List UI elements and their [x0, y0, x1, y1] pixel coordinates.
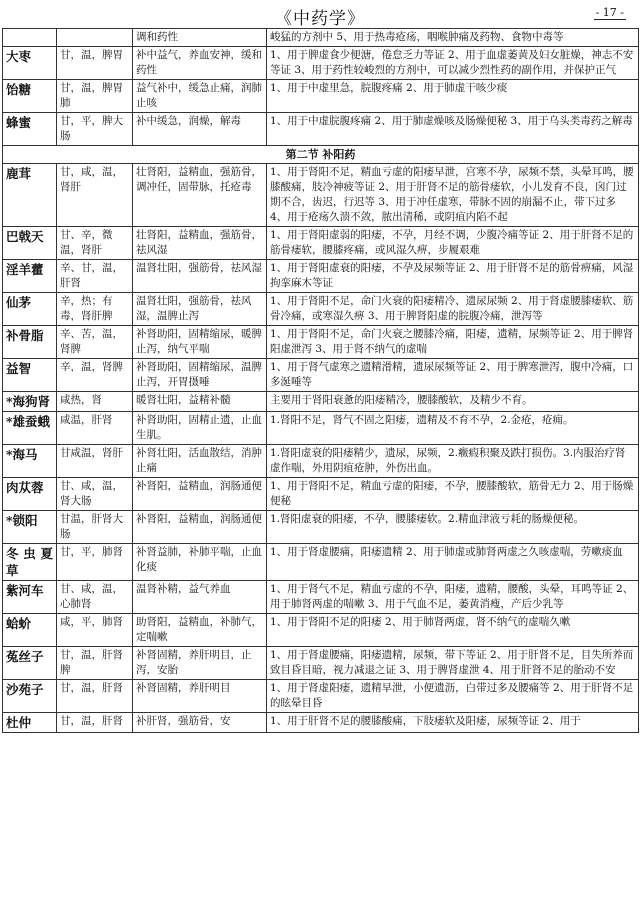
herb-use: 主要用于肾阳衰惫的阳痿精冷，腰膝酸软，及精少不育。 [267, 392, 639, 412]
document-title: 《中药学》 [275, 9, 365, 29]
herb-nature: 甘，温，脾胃肺 [57, 80, 133, 113]
herb-effect: 益气补中，缓急止痛，润肺止咳 [133, 80, 267, 113]
herb-name: 仙茅 [3, 293, 57, 326]
herb-nature: 甘、咸，温，肾大肠 [57, 478, 133, 511]
herb-use: 1、用于中虚脘腹疼痛 2、用于肺虚燥咳及肠燥便秘 3、用于乌头类毒药之解毒 [267, 113, 639, 146]
herb-name: 冬虫夏草 [3, 544, 57, 581]
herb-use: 1、用于肾虚腰痛，阳痿遗精，尿频，带下等证 2、用于肝肾不足，目失所养而致目昏目暗，视力减退之证 3、用于脾肾虚泄 4、用于肝肾不足的胎动不安 [267, 647, 639, 680]
herb-nature: 甘，温，肝肾 [57, 713, 133, 733]
herb-name: 肉苁蓉 [3, 478, 57, 511]
herb-table [2, 28, 639, 733]
herb-name: *雄蚕蛾 [3, 412, 57, 445]
herb-nature [57, 29, 133, 47]
herb-name: 补骨脂 [3, 326, 57, 359]
herb-nature: 甘，平，肺肾 [57, 544, 133, 581]
herb-nature: 甘，平，脾大肠 [57, 113, 133, 146]
herb-name: 紫河车 [3, 581, 57, 614]
herb-name [3, 29, 57, 47]
herb-use: 1.肾阳虚衰的阳痿精少，遗尿，尿频，2.癥瘕积聚及跌打损伤。3.内服治疗肾虚作喘，外用阴疽疮肿，外伤出血。 [267, 445, 639, 478]
table-row [3, 544, 639, 581]
section-title: 第二节 补阳药 [3, 146, 639, 164]
herb-use: 1、用于脾虚食少便溏，倦怠乏力等证 2、用于血虚萎黄及妇女脏燥，神志不安等证 3、用于药性较峻烈的方剂中，可以减少烈性药的副作用，并保护正气 [267, 47, 639, 80]
table-row [3, 47, 639, 80]
herb-name: *海狗肾 [3, 392, 57, 412]
herb-effect: 温肾壮阳，强筋骨，祛风湿 [133, 260, 267, 293]
herb-effect: 补肾固精，养肝明目，止泻，安胎 [133, 647, 267, 680]
herb-nature: 辛、甘，温，肝肾 [57, 260, 133, 293]
page-header [0, 0, 640, 30]
herb-nature: 咸热，肾 [57, 392, 133, 412]
herb-nature: 甘，温，肝肾 [57, 680, 133, 713]
herb-name: 菟丝子 [3, 647, 57, 680]
table-row [3, 412, 639, 445]
herb-use: 1、用于肾阳不足，命门火衰的阳痿精冷、遗尿尿频 2、用于肾虚腰膝痿软、筋骨冷痛，或寒湿久痹 3、用于脾肾阳虚的脘腹冷痛，泄泻等 [267, 293, 639, 326]
herb-name: 杜仲 [3, 713, 57, 733]
herb-nature: 甘、辛，微温，肾肝 [57, 227, 133, 260]
table-row [3, 445, 639, 478]
herb-nature: 甘温，肝肾大肠 [57, 511, 133, 544]
herb-name: 大枣 [3, 47, 57, 80]
herb-name: 益智 [3, 359, 57, 392]
table-row [3, 260, 639, 293]
herb-effect: 调和药性 [133, 29, 267, 47]
herb-name: *锁阳 [3, 511, 57, 544]
herb-nature: 甘、咸，温，心肺肾 [57, 581, 133, 614]
herb-use: 1、用于肾虚阳痿，遗精早泄，小便遗沥，白带过多及腰痛等 2、用于肝肾不足的眩晕目昏 [267, 680, 639, 713]
herb-effect: 补肾助阳，固精止遗，止血生肌。 [133, 412, 267, 445]
herb-name: 鹿茸 [3, 164, 57, 227]
table-row [3, 359, 639, 392]
herb-use: 1.肾阳不足，肾气不固之阳痿，遗精及不育不孕，2.金疮，疮痈。 [267, 412, 639, 445]
section-row [3, 146, 639, 164]
herb-effect: 补中缓急，润燥，解毒 [133, 113, 267, 146]
herb-name: 蜂蜜 [3, 113, 57, 146]
herb-effect: 温肾壮阳，强筋骨，祛风湿，温脾止泻 [133, 293, 267, 326]
herb-use: 1、用于肾阳虚衰的阳痿，不孕及尿频等证 2、用于肝肾不足的筋骨痹痛，风湿拘挛麻木等证 [267, 260, 639, 293]
table-row [3, 614, 639, 647]
herb-use: 1、用于肾阳不足的阳痿 2、用于肺肾两虚，肾不纳气的虚喘久嗽 [267, 614, 639, 647]
herb-name: 淫羊藿 [3, 260, 57, 293]
herb-effect: 补肾阳，益精血，润肠通便 [133, 478, 267, 511]
herb-effect: 补肾助阳，固精缩尿，温脾止泻，开胃摄唾 [133, 359, 267, 392]
herb-use: 1、用于肝肾不足的腰膝酸痛，下肢痿软及阳痿，尿频等证 2、用于 [267, 713, 639, 733]
herb-use: 1、用于肾虚腰痛，阳痿遗精 2、用于肺虚或肺肾两虚之久咳虚喘，劳嗽痰血 [267, 544, 639, 581]
herb-use: 1、用于肾气虚寒之遗精滑精，遗尿尿频等证 2、用于脾寒泄泻，腹中冷痛，口多涎唾等 [267, 359, 639, 392]
table-row [3, 227, 639, 260]
herb-use: 1、用于肾气不足，精血亏虚的不孕，阳痿，遗精，腰酸，头晕，耳鸣等证 2、用于肺肾两虚的喘嗽 3、用于气血不足，萎黄消瘦，产后少乳等 [267, 581, 639, 614]
table-row [3, 647, 639, 680]
herb-effect: 温肾补精，益气养血 [133, 581, 267, 614]
herb-use: 1、用于中虚里急，脘腹疼痛 2、用于肺虚干咳少痰 [267, 80, 639, 113]
table-row [3, 581, 639, 614]
herb-effect: 补肾固精，养肝明目 [133, 680, 267, 713]
herb-effect: 暖肾壮阳，益精补髓 [133, 392, 267, 412]
herb-effect: 补肾壮阳，活血散结，消肿止痛 [133, 445, 267, 478]
herb-nature: 甘，温，肝肾脾 [57, 647, 133, 680]
herb-effect: 补肝肾，强筋骨，安 [133, 713, 267, 733]
herb-effect: 壮肾阳，益精血，强筋骨，祛风湿 [133, 227, 267, 260]
table-row [3, 113, 639, 146]
table-row [3, 29, 639, 47]
table-row [3, 326, 639, 359]
herb-use: 1、用于肾阳不足，命门火衰之腰膝冷痛，阳痿，遗精，尿频等证 2、用于脾肾阳虚泄泻 3、用于肾不纳气的虚喘 [267, 326, 639, 359]
herb-use: 峻猛的方剂中 5、用于热毒疮疡，咽喉肿痛及药物、食物中毒等 [267, 29, 639, 47]
herb-effect: 补肾助阳，固精缩尿，暖脾止泻，纳气平喘 [133, 326, 267, 359]
herb-name: 蛤蚧 [3, 614, 57, 647]
table-row [3, 392, 639, 412]
herb-effect: 壮肾阳，益精血，强筋骨，调冲任，固带脉，托疮毒 [133, 164, 267, 227]
herb-nature: 甘咸温，肾肝 [57, 445, 133, 478]
herb-name: 巴戟天 [3, 227, 57, 260]
herb-effect: 补肾益肺，补肺平喘，止血化痰 [133, 544, 267, 581]
table-row [3, 80, 639, 113]
table-row [3, 680, 639, 713]
page-number: - 17 - [595, 6, 624, 19]
herb-nature: 辛，热；有毒，肾肝脾 [57, 293, 133, 326]
herb-use: 1、用于肾阳不足，精血亏虚的阳痿早泄，宫寒不孕，尿频不禁，头晕耳鸣，腰膝酸痛，肢冷神疲等证 2、用于肝肾不足的筋骨痿软，小儿发育不良，囟门过期不合，齿迟，行迟等 3、用于冲任虚寒，带脉不固的崩漏不止，带下过多 4、用于疮疡久溃不敛，脓出清稀，或阴疽内陷不起 [267, 164, 639, 227]
table-row [3, 713, 639, 733]
herb-effect: 补肾阳，益精血，润肠通便 [133, 511, 267, 544]
herb-name: 沙苑子 [3, 680, 57, 713]
herb-nature: 甘，温，脾胃 [57, 47, 133, 80]
herb-effect: 补中益气，养血安神，缓和药性 [133, 47, 267, 80]
herb-nature: 辛、苦，温，肾脾 [57, 326, 133, 359]
herb-nature: 咸温，肝肾 [57, 412, 133, 445]
table-row [3, 478, 639, 511]
herb-name: 饴糖 [3, 80, 57, 113]
table-row [3, 511, 639, 544]
herb-use: 1.肾阳虚衰的阳痿，不孕，腰膝痿软。2.精血津液亏耗的肠燥便秘。 [267, 511, 639, 544]
herb-nature: 甘，咸，温，肾肝 [57, 164, 133, 227]
herb-effect: 助肾阳，益精血，补肺气，定喘嗽 [133, 614, 267, 647]
herb-nature: 辛，温，肾脾 [57, 359, 133, 392]
herb-nature: 咸，平，肺肾 [57, 614, 133, 647]
herb-use: 1、用于肾阳虚弱的阳痿，不孕，月经不调，少腹冷痛等证 2、用于肝肾不足的筋骨痿软，腰膝疼痛，或风湿久痹，步履艰难 [267, 227, 639, 260]
herb-use: 1、用于肾阳不足，精血亏虚的阳痿，不孕，腰膝酸软，筋骨无力 2、用于肠燥便秘 [267, 478, 639, 511]
table-row [3, 293, 639, 326]
table-row [3, 164, 639, 227]
herb-name: *海马 [3, 445, 57, 478]
